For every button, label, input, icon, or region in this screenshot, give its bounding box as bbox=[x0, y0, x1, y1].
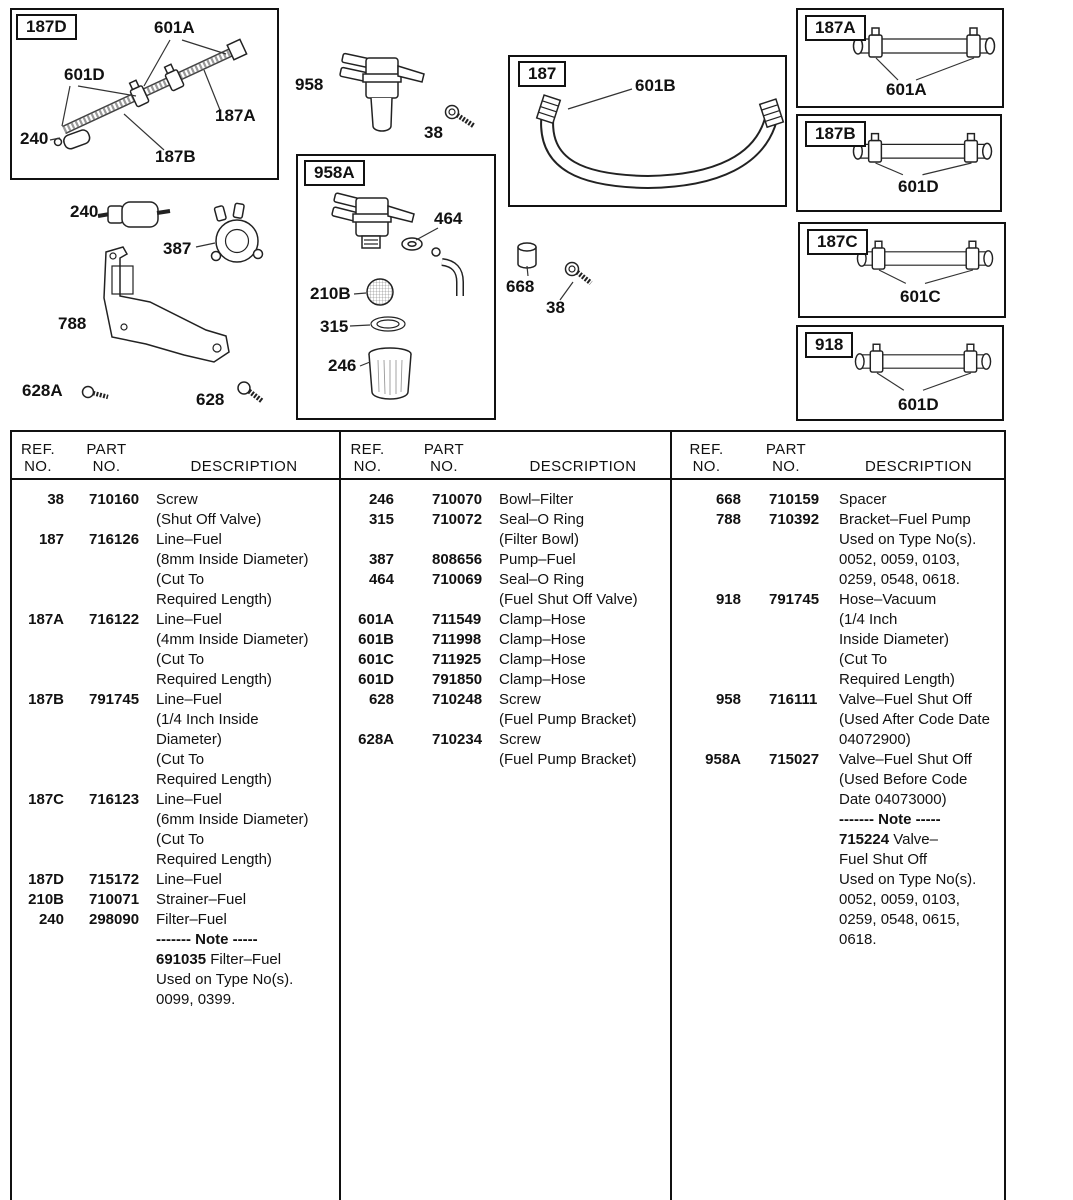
description-header: DESCRIPTION bbox=[529, 458, 637, 475]
fuel-pump-bracket-788-illustration bbox=[104, 247, 229, 362]
part-no-cell: 715172 bbox=[89, 871, 140, 888]
ref-no-header: REF. NO. bbox=[350, 441, 385, 475]
description-cell: Line–Fuel bbox=[156, 871, 222, 888]
callout-387: 387 bbox=[163, 239, 192, 258]
part-no-cell: 716122 bbox=[89, 611, 140, 628]
callout-668: 668 bbox=[506, 277, 535, 296]
part-no-cell: 791745 bbox=[769, 591, 820, 608]
panel-187d bbox=[10, 8, 279, 180]
description-cell: Valve–Fuel Shut Off (Used Before Code Date 04073000) ------- Note ----- 715224 Valve– Fuel Shut Off Used on Type No(s). 0052, 0059, 0103, 0259, 0548, 0615, 0618. bbox=[839, 751, 977, 948]
ref-no-cell: 187D bbox=[28, 871, 64, 888]
table-header bbox=[341, 432, 672, 478]
ref-no-cell: 387 bbox=[368, 551, 394, 568]
callout-315: 315 bbox=[320, 317, 349, 336]
ref-no-cell: 187C bbox=[28, 791, 64, 808]
table-rows bbox=[12, 490, 339, 1010]
ref-no-cell: 38 bbox=[47, 491, 64, 508]
description-cell: Line–Fuel (4mm Inside Diameter) (Cut To Required Length) bbox=[156, 611, 309, 688]
part-no-header: PART NO. bbox=[423, 441, 465, 475]
part-no-cell: 711549 bbox=[432, 611, 482, 628]
ref-no-cell: 210B bbox=[28, 891, 64, 908]
table-row bbox=[341, 670, 672, 690]
panel-187c bbox=[798, 222, 1006, 318]
description-cell: Hose–Vacuum (1/4 Inch Inside Diameter) (Cut To Required Length) bbox=[839, 591, 955, 688]
screw-38-illustration bbox=[446, 106, 475, 127]
table-row bbox=[12, 610, 339, 690]
callout-240-panel: 240 bbox=[20, 129, 49, 148]
panel-badge-187c: 187C bbox=[807, 229, 868, 255]
spacer-668-illustration bbox=[518, 243, 536, 276]
part-no-cell: 710070 bbox=[432, 491, 483, 508]
part-no-cell: 710071 bbox=[89, 891, 140, 908]
screw-628a-illustration bbox=[83, 387, 109, 398]
description-cell: Pump–Fuel bbox=[499, 551, 576, 568]
part-no-cell: 715027 bbox=[769, 751, 820, 768]
table-row bbox=[341, 550, 672, 570]
description-cell: Filter–Fuel ------- Note ----- 691035 Filter–Fuel Used on Type No(s). 0099, 0399. bbox=[156, 911, 294, 1008]
callout-187b: 187B bbox=[155, 147, 196, 166]
ref-no-cell: 788 bbox=[715, 511, 741, 528]
table-row bbox=[12, 490, 339, 530]
parts-table-column-2 bbox=[339, 432, 672, 1200]
table-header bbox=[672, 432, 1006, 478]
ref-no-cell: 240 bbox=[38, 911, 64, 928]
part-no-header: PART NO. bbox=[86, 441, 127, 475]
ref-no-cell: 187B bbox=[28, 691, 64, 708]
table-header bbox=[12, 432, 339, 478]
part-no-header: PART NO. bbox=[765, 441, 807, 475]
ref-no-cell: 628 bbox=[368, 691, 394, 708]
part-no-cell: 791745 bbox=[89, 691, 140, 708]
table-row bbox=[12, 890, 339, 910]
panel-badge-187d: 187D bbox=[16, 14, 77, 40]
table-rows bbox=[341, 490, 672, 770]
description-cell: Clamp–Hose bbox=[499, 651, 586, 668]
table-row bbox=[12, 790, 339, 870]
table-rows bbox=[672, 490, 1006, 950]
ref-no-header: REF. NO. bbox=[20, 441, 56, 475]
parts-table-column-1 bbox=[12, 432, 339, 1200]
part-no-cell: 710072 bbox=[432, 511, 483, 528]
table-row bbox=[672, 590, 1006, 690]
panel-187b bbox=[796, 114, 1002, 212]
description-cell: Line–Fuel (6mm Inside Diameter) (Cut To Required Length) bbox=[156, 791, 309, 868]
description-cell: Seal–O Ring (Filter Bowl) bbox=[499, 511, 585, 548]
parts-table-column-3 bbox=[670, 432, 1006, 1200]
panel-187 bbox=[508, 55, 787, 207]
callout-38-valve: 38 bbox=[424, 123, 443, 142]
table-row bbox=[341, 730, 672, 770]
ref-no-cell: 315 bbox=[368, 511, 394, 528]
fuel-pump-387-illustration bbox=[196, 203, 263, 262]
callout-187a: 187A bbox=[215, 106, 256, 125]
ref-no-cell: 246 bbox=[368, 491, 394, 508]
ref-no-cell: 464 bbox=[368, 571, 394, 588]
parts-list-table bbox=[10, 430, 1006, 1200]
fuel-shutoff-valve-958-illustration bbox=[340, 53, 424, 131]
table-row bbox=[341, 490, 672, 510]
description-cell: Bracket–Fuel Pump Used on Type No(s). 0052, 0059, 0103, 0259, 0548, 0618. bbox=[839, 511, 977, 588]
description-cell: Line–Fuel (1/4 Inch Inside Diameter) (Cut To Required Length) bbox=[156, 691, 272, 788]
table-row bbox=[672, 750, 1006, 950]
panel-badge-187b: 187B bbox=[805, 121, 866, 147]
table-row bbox=[341, 690, 672, 730]
callout-601c: 601C bbox=[900, 287, 941, 306]
callout-240: 240 bbox=[70, 202, 99, 221]
description-cell: Clamp–Hose bbox=[499, 611, 586, 628]
part-no-cell: 791850 bbox=[432, 671, 483, 688]
callout-628: 628 bbox=[196, 390, 225, 409]
callout-601a: 601A bbox=[154, 18, 195, 37]
ref-no-cell: 601A bbox=[358, 611, 394, 628]
part-no-cell: 711998 bbox=[432, 631, 482, 648]
panel-badge-187: 187 bbox=[518, 61, 566, 87]
screw-38-spacer-illustration bbox=[560, 263, 591, 301]
callout-958: 958 bbox=[295, 75, 324, 94]
diagram-area bbox=[0, 0, 1073, 430]
callout-601d: 601D bbox=[64, 65, 105, 84]
callout-464: 464 bbox=[434, 209, 463, 228]
callout-38-spacer: 38 bbox=[546, 298, 565, 317]
description-cell: Clamp–Hose bbox=[499, 671, 586, 688]
part-no-cell: 710160 bbox=[89, 491, 140, 508]
description-cell: Line–Fuel (8mm Inside Diameter) (Cut To Required Length) bbox=[156, 531, 309, 608]
header-divider bbox=[12, 478, 1004, 480]
description-cell: Strainer–Fuel bbox=[156, 891, 247, 908]
description-header: DESCRIPTION bbox=[865, 458, 972, 475]
description-cell: Seal–O Ring (Fuel Shut Off Valve) bbox=[499, 571, 638, 608]
part-no-cell: 298090 bbox=[89, 911, 140, 928]
callout-246: 246 bbox=[328, 356, 357, 375]
description-cell: Screw (Shut Off Valve) bbox=[156, 491, 262, 528]
ref-no-cell: 187 bbox=[38, 531, 64, 548]
part-no-cell: 710392 bbox=[769, 511, 820, 528]
part-no-cell: 808656 bbox=[432, 551, 483, 568]
part-no-cell: 710234 bbox=[432, 731, 483, 748]
part-no-cell: 716126 bbox=[89, 531, 140, 548]
ref-no-cell: 601D bbox=[358, 671, 394, 688]
description-cell: Screw (Fuel Pump Bracket) bbox=[499, 731, 637, 768]
panel-badge-187a: 187A bbox=[805, 15, 866, 41]
callout-601b: 601B bbox=[635, 76, 676, 95]
fuel-filter-240-illustration bbox=[98, 202, 170, 227]
table-row bbox=[12, 870, 339, 890]
ref-no-cell: 601B bbox=[358, 631, 394, 648]
description-cell: Spacer bbox=[839, 491, 887, 508]
ref-no-cell: 668 bbox=[715, 491, 741, 508]
panel-badge-958a: 958A bbox=[304, 160, 365, 186]
callout-628a: 628A bbox=[22, 381, 63, 400]
panel-187a bbox=[796, 8, 1004, 108]
part-no-cell: 710159 bbox=[769, 491, 820, 508]
ref-no-cell: 187A bbox=[28, 611, 64, 628]
part-no-cell: 711925 bbox=[432, 651, 482, 668]
description-cell: Valve–Fuel Shut Off (Used After Code Date 04072900) bbox=[839, 691, 990, 748]
table-row bbox=[12, 690, 339, 790]
panel-958a bbox=[296, 154, 496, 420]
description-header: DESCRIPTION bbox=[190, 458, 298, 475]
table-row bbox=[341, 630, 672, 650]
part-no-cell: 716123 bbox=[89, 791, 140, 808]
ref-no-cell: 628A bbox=[358, 731, 394, 748]
table-row bbox=[672, 510, 1006, 590]
description-cell: Bowl–Filter bbox=[499, 491, 574, 508]
table-row bbox=[672, 690, 1006, 750]
ref-no-cell: 918 bbox=[715, 591, 741, 608]
ref-no-cell: 958A bbox=[705, 751, 741, 768]
table-row bbox=[672, 490, 1006, 510]
callout-601a-right: 601A bbox=[886, 80, 927, 99]
callout-601d-right: 601D bbox=[898, 177, 939, 196]
table-row bbox=[12, 910, 339, 1010]
table-row bbox=[341, 610, 672, 630]
description-cell: Clamp–Hose bbox=[499, 631, 586, 648]
ref-no-cell: 601C bbox=[358, 651, 394, 668]
table-row bbox=[341, 650, 672, 670]
ref-no-cell: 958 bbox=[715, 691, 741, 708]
callout-601d-918: 601D bbox=[898, 395, 939, 414]
table-row bbox=[12, 530, 339, 610]
table-row bbox=[341, 570, 672, 610]
screw-628-illustration bbox=[238, 382, 262, 401]
ref-no-header: REF. NO. bbox=[689, 441, 724, 475]
panel-918 bbox=[796, 325, 1004, 421]
part-no-cell: 716111 bbox=[769, 691, 818, 708]
part-no-cell: 710069 bbox=[432, 571, 483, 588]
callout-788: 788 bbox=[58, 314, 87, 333]
table-row bbox=[341, 510, 672, 550]
description-cell: Screw (Fuel Pump Bracket) bbox=[499, 691, 637, 728]
panel-badge-918: 918 bbox=[805, 332, 853, 358]
callout-210b: 210B bbox=[310, 284, 351, 303]
part-no-cell: 710248 bbox=[432, 691, 483, 708]
